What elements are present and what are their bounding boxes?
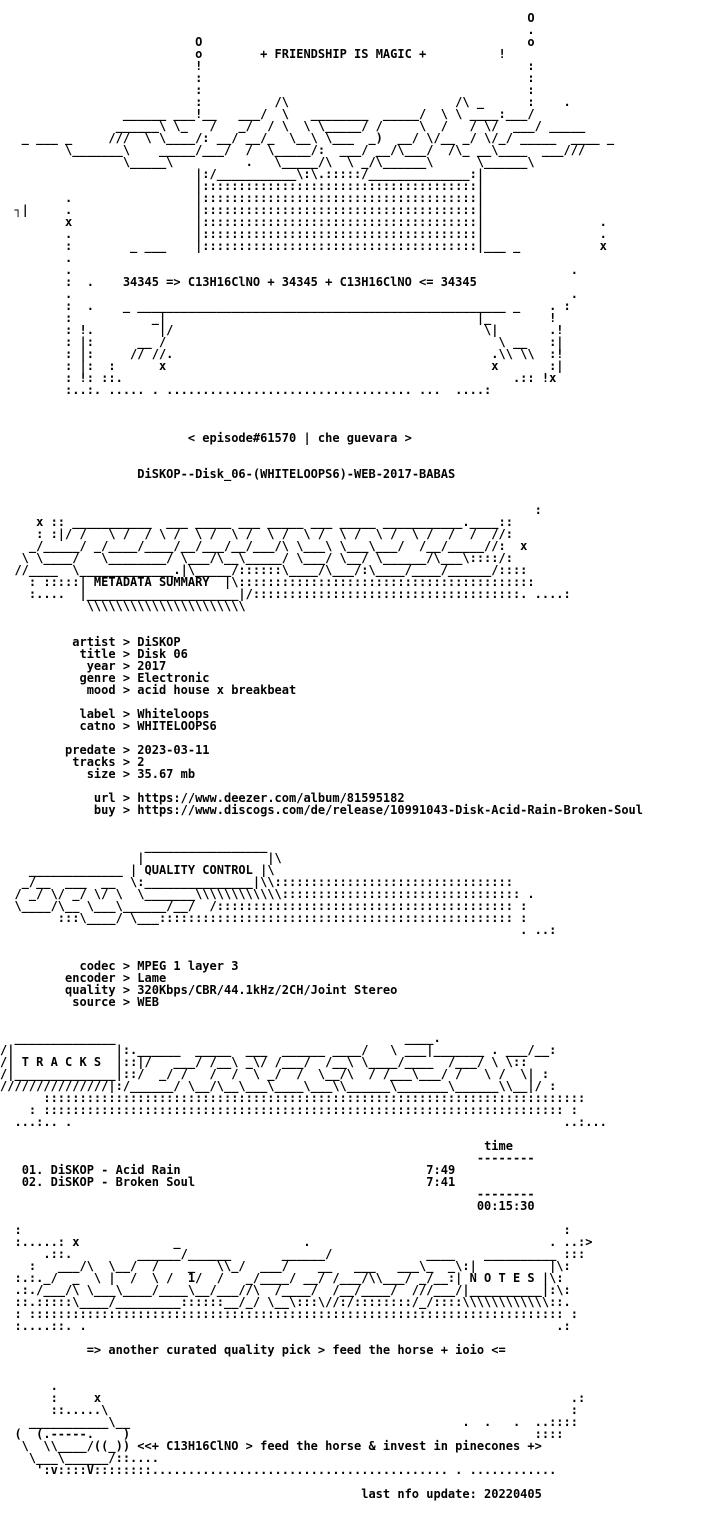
metadata-field-row: artist > DiSKOP	[0, 635, 181, 649]
metadata-art-row: \ \____/ \________/ \___/\__\_____/ \___/ \__/ \______/\___\::::/:	[0, 551, 513, 565]
track-number: 02.	[21, 1175, 44, 1189]
tracks-header-row: /| T R A C K S |::|/ ___/ /__\ _\/ /___/ /__\ \____/____ /___/ \ \::	[0, 1055, 528, 1069]
header-art-row: : !. |/ \| .!	[0, 323, 564, 337]
footer-art-row: ( (.-----. ) ::::	[0, 1427, 564, 1441]
metadata-field-row: genre > Electronic	[0, 671, 210, 685]
field-value: Electronic	[137, 671, 210, 685]
notes-art-row: : :	[0, 1223, 571, 1237]
quality-field-row: source > WEB	[0, 995, 159, 1009]
quality-art-row: \____/\__ \___\______/__/ /::::::::::::::::::::::::::::::::::::::::: :	[0, 899, 528, 913]
header-art-row: : _| |_ !	[0, 311, 557, 325]
metadata-art-row: : :|/ / \ / / \ / \ / \ / \ / \ / \ / \ / \ / / / //:	[0, 527, 513, 541]
field-key: quality	[0, 983, 116, 997]
tracks-section-title: T R A C K S	[21, 1055, 102, 1069]
tracks-art-row: :::::::::::::::::::::::::::::::::::::::::::::::::::::::::::::::::::::::::::	[0, 1091, 586, 1105]
tagline-row	[0, 1344, 506, 1356]
notes-art-row: .:./___/\ \___\____/____\__/___//\ /____/ /__/____/ ///___/|__________|:\:	[0, 1283, 571, 1297]
field-key: encoder	[0, 971, 116, 985]
footer-art-row: .	[0, 1379, 58, 1393]
last-update-text: last nfo update: 20220405	[361, 1487, 542, 1501]
banner-text: + FRIENDSHIP IS MAGIC +	[260, 47, 427, 61]
total-rule: --------	[476, 1187, 535, 1201]
header-art-row: . .	[0, 287, 578, 301]
metadata-field-row: title > Disk 06	[0, 647, 188, 661]
field-value: acid house x breakbeat	[137, 683, 297, 697]
tagline-text: => another curated quality pick > feed the horse + ioio <=	[86, 1343, 506, 1357]
field-key: buy	[0, 803, 116, 817]
field-key: predate	[0, 743, 116, 757]
field-value: DiSKOP	[137, 635, 181, 649]
footer-art-row: : x .:	[0, 1391, 586, 1405]
header-art-row: O	[0, 11, 535, 25]
metadata-field-row: catno > WHITELOOPS6	[0, 719, 217, 733]
field-key: codec	[0, 959, 116, 973]
formula-row: : . 34345 => C13H16ClNO + 34345 + C13H16ClNO <= 34345	[0, 275, 477, 289]
header-art-row: \_______\ _____/___/ / \_____/: ___/ __/\___/ /\_ __\____ ___///	[0, 143, 586, 157]
tracks-art-row: /| |:.______ _____ ___ ______ ____/ \ ___|_______ . ___/__:	[0, 1043, 557, 1057]
last-update-row	[0, 1488, 542, 1500]
time-header: time	[484, 1139, 513, 1153]
field-key: artist	[0, 635, 116, 649]
metadata-field-row: mood > acid house x breakbeat	[0, 683, 297, 697]
tracks-art-row: : :::::::::::::::::::::::::::::::::::::::::::::::::::::::::::::::::::::::: :	[0, 1103, 578, 1117]
header-art-row: ┐| . |::::::::::::::::::::::::::::::::::::::|	[0, 203, 485, 217]
header-art-row: ______\ \_ / _/ / \ \ \_____/ / \ / / \/ ___/ _____	[0, 119, 586, 133]
metadata-section-title: METADATA SUMMARY	[93, 575, 210, 589]
field-key: mood	[0, 683, 116, 697]
tracks-art-row: ...:.. . ..:...	[0, 1115, 607, 1129]
field-key: tracks	[0, 755, 116, 769]
tracklist-total-row	[0, 1200, 535, 1212]
header-art-row: |:/___________\:\.:::::/______________:|	[0, 167, 485, 181]
header-art-row: : :	[0, 71, 535, 85]
formula-text: 34345 => C13H16ClNO + 34345 + C13H16ClNO <= 34345	[122, 275, 477, 289]
field-value: WEB	[137, 995, 159, 1009]
release-name: DiSKOP--Disk_06-(WHITELOOPS6)-WEB-2017-BABAS	[137, 467, 456, 481]
quality-art-row: . ..:	[0, 923, 557, 937]
quality-art-row: | |\	[0, 851, 282, 865]
notes-art-row: : :::::::::::::::::::::::::::::::::::::::::::::::::::::::::::::::::::::::::: :	[0, 1307, 578, 1321]
notes-art-row: .::. ______/______ ______/ ____ __________ :::	[0, 1247, 586, 1261]
field-value: 35.67 mb	[137, 767, 196, 781]
header-art-row: : . _ ___________________________________________________ _ . :	[0, 299, 571, 313]
quality-field-row: quality > 320Kbps/CBR/44.1kHz/2CH/Joint Stereo	[0, 983, 398, 997]
header-art-row: . |::::::::::::::::::::::::::::::::::::::|	[0, 191, 485, 205]
metadata-field-row: url > https://www.deezer.com/album/81595182	[0, 791, 405, 805]
quality-section-title: QUALITY CONTROL	[144, 863, 253, 877]
header-art-row: . |::::::::::::::::::::::::::::::::::::::| .	[0, 227, 607, 241]
footer-line-row: \ \\____/((_)) <<+ C13H16ClNO > feed the horse & invest in pinecones +>	[0, 1439, 542, 1453]
quality-field-row: codec > MPEG 1 layer 3	[0, 959, 239, 973]
footer-art-row: ':v::::V::::::::......................................... . ............	[0, 1463, 557, 1477]
header-art-row: \_____\ . \_____/\ \ _/\______\ \______\	[0, 155, 535, 169]
quality-art-row: / _/ \/ _/ \/ \ \_______\\\\\\\\\\\\::::::::::::::::::::::::::::::::: .	[0, 887, 535, 901]
quality-art-row: _/__ ___ __ \:_______________|\\:::::::::::::::::::::::::::::::::	[0, 875, 513, 889]
header-banner-row: o + FRIENDSHIP IS MAGIC + !	[0, 47, 506, 61]
metadata-art-row: x :: ___________ ___ _____ ___ _____ ___ _____ ___________.____::	[0, 515, 513, 529]
total-time: 00:15:30	[476, 1199, 535, 1213]
track-name: DiSKOP - Broken Soul	[50, 1175, 196, 1189]
notes-art-row: :.....: x _ . . ..:>	[0, 1235, 593, 1249]
field-key: size	[0, 767, 116, 781]
field-value: 2017	[137, 659, 167, 673]
header-art-row: .	[0, 251, 73, 265]
header-art-row: _ ___ _ /// \ \____/: __/ __/_ \__\ \___ _) __/ \/__ _/ \/_/ _____ ____ _	[0, 131, 615, 145]
header-art-row: : |: // //. .\\ \\ :!	[0, 347, 564, 361]
header-art-row: .	[0, 23, 535, 37]
metadata-field-row: tracks > 2	[0, 755, 145, 769]
header-art-row: : !: ::. .:: !x	[0, 371, 557, 385]
field-key: genre	[0, 671, 116, 685]
track-number: 01.	[21, 1163, 44, 1177]
header-art-row: : _ ___ |::::::::::::::::::::::::::::::::::::::|___ _ x	[0, 239, 607, 253]
tracks-art-row: /|______________|::/ _/ / / / \ _/ / \__/\ / /___\___/ / \ / \| :	[0, 1067, 550, 1081]
header-art-row: . .	[0, 263, 578, 277]
field-key: url	[0, 791, 116, 805]
field-value: Disk 06	[137, 647, 188, 661]
field-value: 320Kbps/CBR/44.1kHz/2CH/Joint Stereo	[137, 983, 398, 997]
footer-art-row: ___________\__ . . . ..::::	[0, 1415, 578, 1429]
metadata-art-row: \\\\\\\\\\\\\\\\\\\\\\	[0, 599, 246, 613]
tracks-art-row: ///////////////|:/______/ \__/\__\___\____\___\\______\_______\______\\__|/ :	[0, 1079, 557, 1093]
field-value: MPEG 1 layer 3	[137, 959, 239, 973]
quality-art-row: :::\____/ \___::::::::::::::::::::::::::::::::::::::::::::::::: :	[0, 911, 528, 925]
header-art-row: |::::::::::::::::::::::::::::::::::::::|	[0, 179, 485, 193]
header-art-row: :..:. ..... . .................................. ... ....:	[0, 383, 492, 397]
metadata-field-row: year > 2017	[0, 659, 167, 673]
field-value: Whiteloops	[137, 707, 210, 721]
url-link[interactable]: https://www.deezer.com/album/81595182	[137, 791, 405, 805]
release-row	[0, 468, 455, 480]
metadata-header-row: : :::::| METADATA SUMMARY |\:::::::::::::::::::::::::::::::::::::::::	[0, 575, 535, 589]
notes-art-row: :....::. . .:	[0, 1319, 571, 1333]
episode-text: < episode#61570 | che guevara >	[187, 431, 412, 445]
field-key: title	[0, 647, 116, 661]
header-art-row: : |: : x x :|	[0, 359, 564, 373]
field-key: year	[0, 659, 116, 673]
field-value: WHITELOOPS6	[137, 719, 217, 733]
footer-art-row: ::.....\ :	[0, 1403, 578, 1417]
header-art-row: ______ ___!__ ___/ \ ________ _____/ \ \ ____:___/	[0, 107, 535, 121]
buy-link[interactable]: https://www.discogs.com/de/release/10991043-Disk-Acid-Rain-Broken-Soul	[137, 803, 644, 817]
metadata-field-row: buy > https://www.discogs.com/de/release/10991043-Disk-Acid-Rain-Broken-Soul	[0, 803, 644, 817]
episode-row	[0, 432, 412, 444]
header-art-row: O o	[0, 35, 535, 49]
track-name: DiSKOP - Acid Rain	[50, 1163, 181, 1177]
tracks-art-row: ______________ ____.	[0, 1031, 441, 1045]
field-value: 2023-03-11	[137, 743, 210, 757]
metadata-field-row: predate > 2023-03-11	[0, 743, 210, 757]
field-key: source	[0, 995, 116, 1009]
header-art-row: ! :	[0, 59, 535, 73]
metadata-art-row: _/_____/ _/____/____/__/___/__/___/\ \___\ \___\___/ /__/_____//: x	[0, 539, 528, 553]
notes-art-row: : ___/\ \__/ / _ \\_/ ___/ __ ___ ___\_ _\:| |\:	[0, 1259, 571, 1273]
field-key: label	[0, 707, 116, 721]
notes-art-row: ::.:::::\____/_________::::::__/_/ \__\:::\//:/::::::::/_/::::\\\\\\\\\\\\::.	[0, 1295, 571, 1309]
field-value: Lame	[137, 971, 167, 985]
header-art-row: : |: __ / \ __ :|	[0, 335, 564, 349]
metadata-art-row: :.... |_____________________|/:::::::::::::::::::::::::::::::::::::. ....:	[0, 587, 571, 601]
header-art-row: : /\ /\ _ : .	[0, 95, 571, 109]
header-art-row: x |::::::::::::::::::::::::::::::::::::::| .	[0, 215, 607, 229]
footer-art-row: \___\______/::....	[0, 1451, 564, 1465]
metadata-field-row: size > 35.67 mb	[0, 767, 196, 781]
metadata-art-row: //____ \_____________.|\_____/::::::\____/\___/:\____/____/______/::::	[0, 563, 528, 577]
notes-section-title: N O T E S	[469, 1271, 535, 1285]
quality-field-row: encoder > Lame	[0, 971, 167, 985]
time-rule: --------	[476, 1151, 535, 1165]
quality-header-row: _____________ | QUALITY CONTROL |\	[0, 863, 275, 877]
metadata-art-row: :	[0, 503, 542, 517]
field-key: catno	[0, 719, 116, 733]
track-time: 7:49	[426, 1163, 456, 1177]
notes-header-row: :.:._/ _ \ | / \ / 1/ / _/____/ __/ /___/\\___/ _/__:| N O T E S |\:	[0, 1271, 564, 1285]
track-time: 7:41	[426, 1175, 456, 1189]
header-art-row: : :	[0, 83, 535, 97]
metadata-field-row: label > Whiteloops	[0, 707, 210, 721]
field-value: 2	[137, 755, 145, 769]
footer-text: <<+ C13H16ClNO > feed the horse & invest in pinecones +>	[137, 1439, 542, 1453]
quality-art-row: _________________	[0, 839, 268, 853]
